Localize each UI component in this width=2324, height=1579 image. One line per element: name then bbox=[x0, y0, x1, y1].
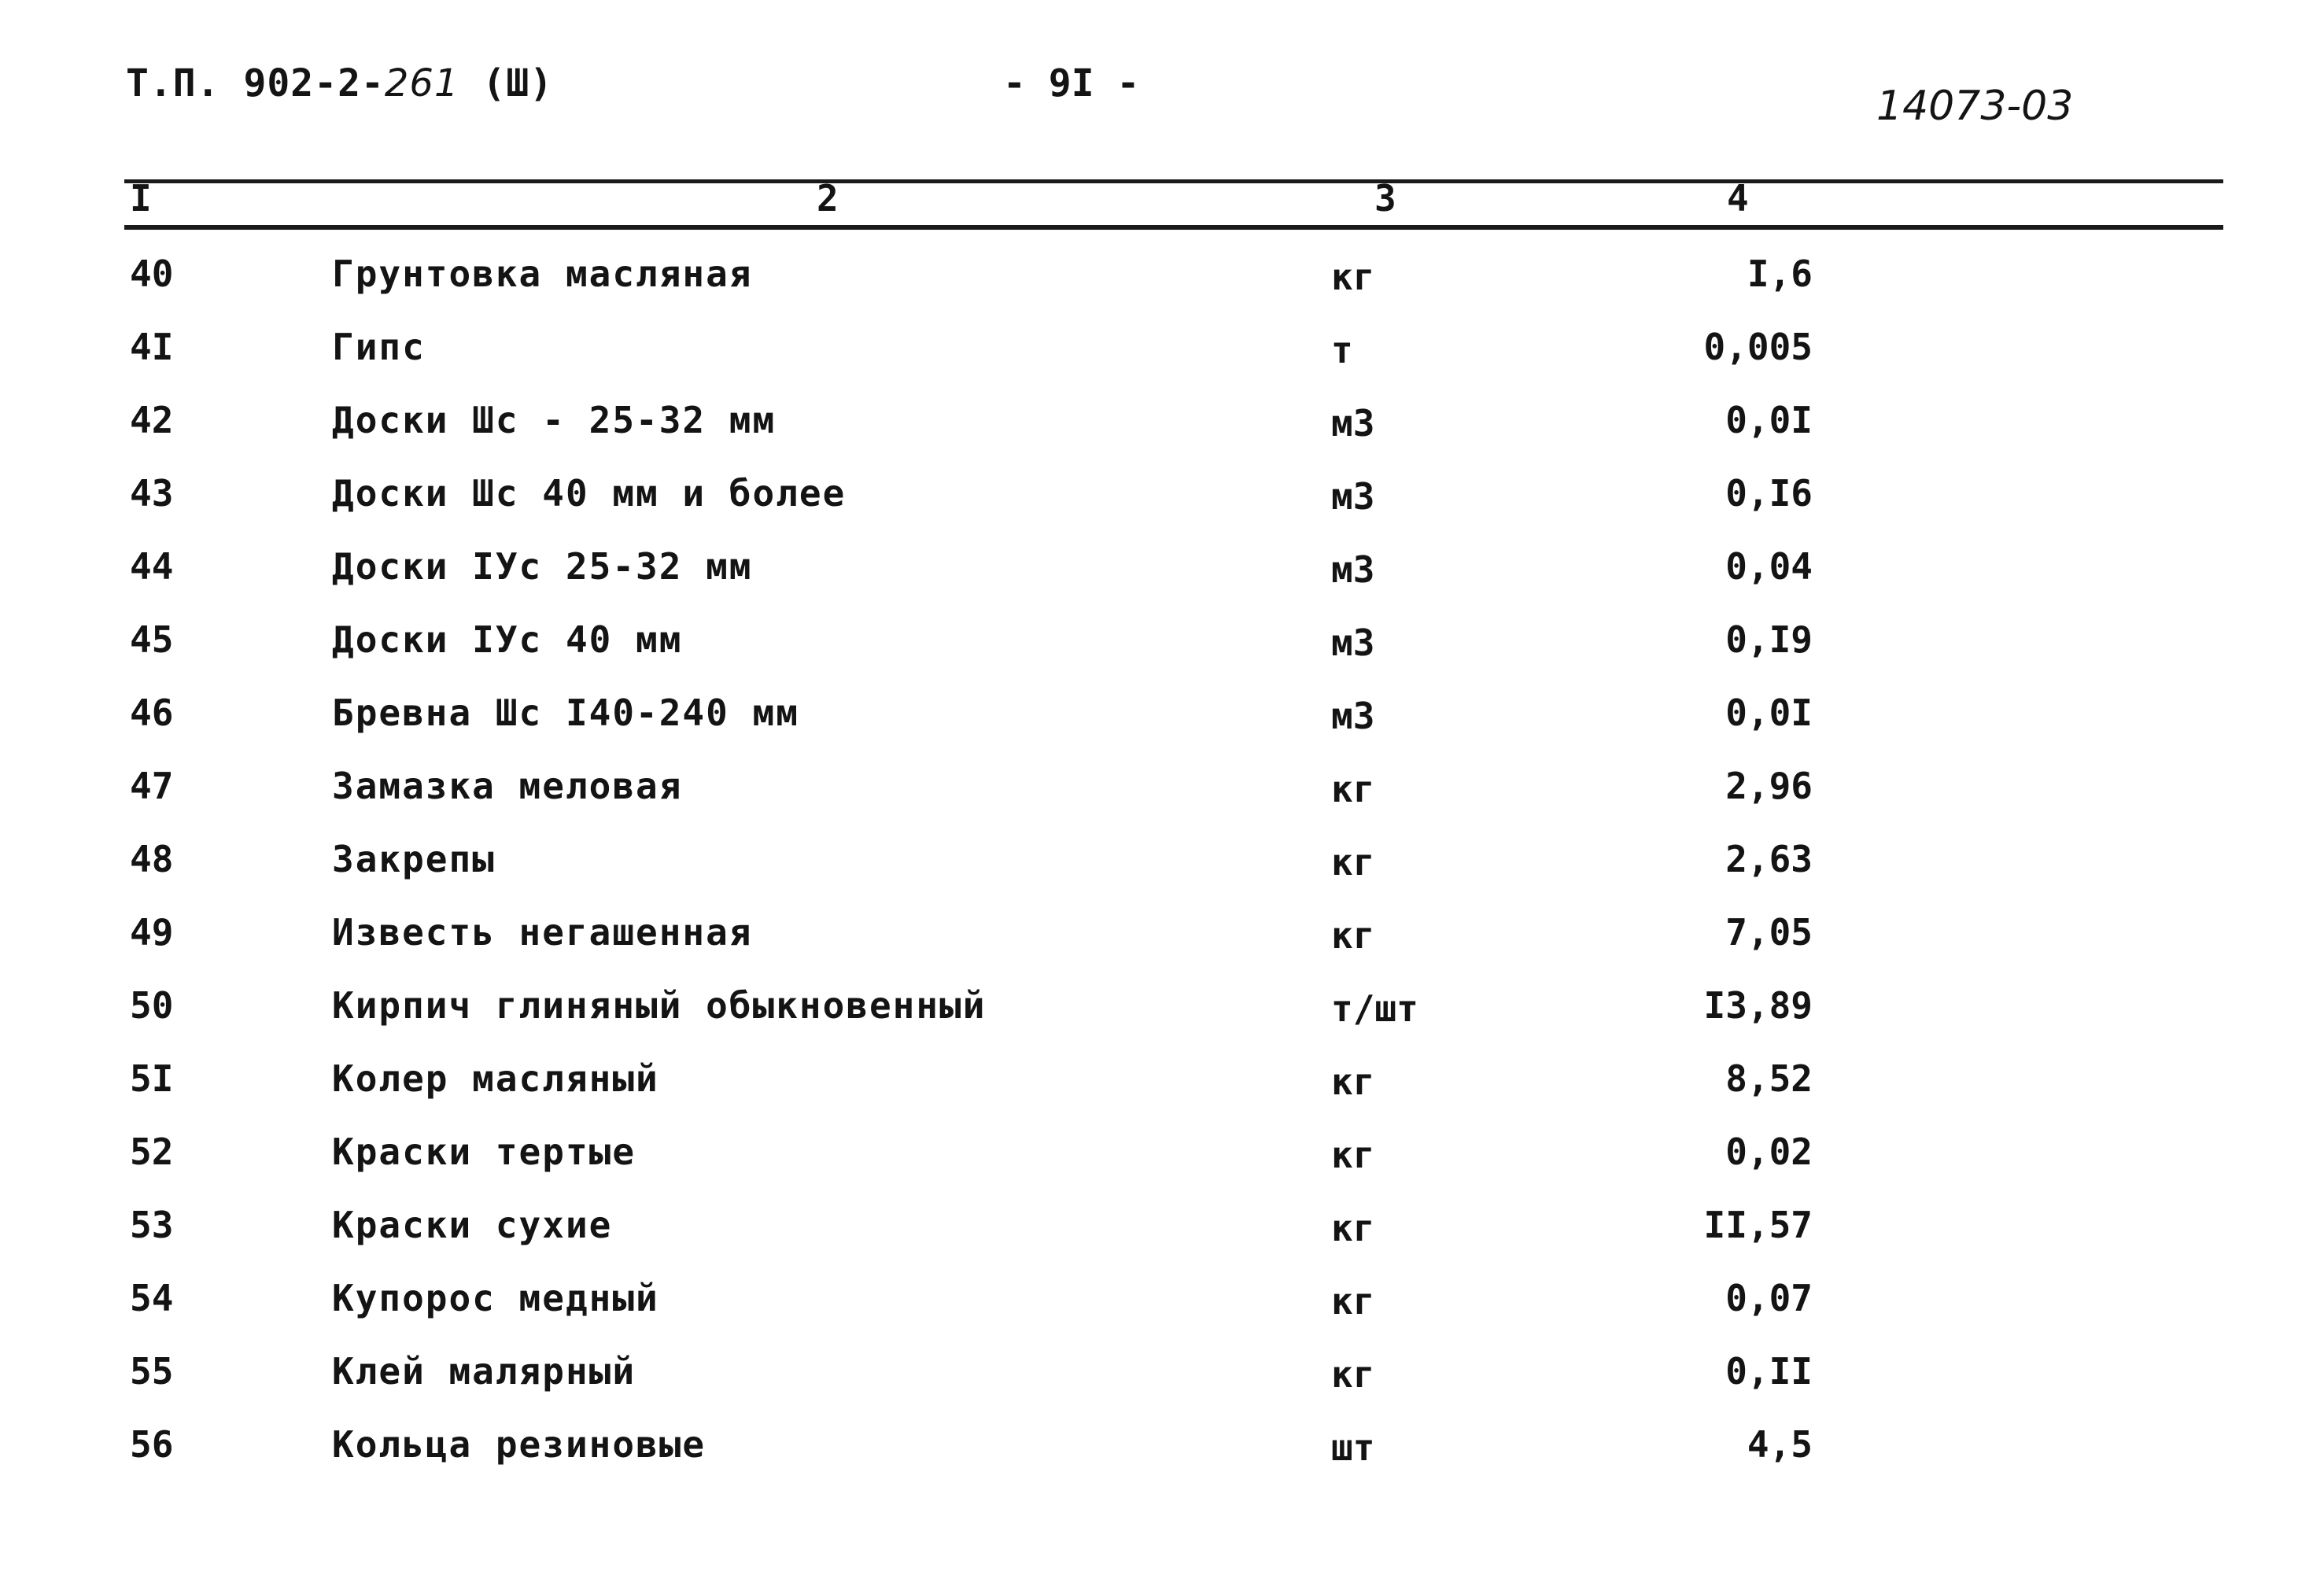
document-code-prefix: Т.П. 902-2- bbox=[126, 61, 385, 105]
quantity: 8,52 bbox=[1725, 1057, 1813, 1100]
materials-table-body bbox=[0, 250, 2324, 1494]
archive-number: 14073-03 bbox=[1876, 83, 2074, 130]
quantity: 0,II bbox=[1725, 1350, 1813, 1393]
unit: кг bbox=[1331, 1353, 1375, 1396]
row-number: 42 bbox=[130, 399, 174, 441]
unit: м3 bbox=[1331, 622, 1375, 664]
unit: кг bbox=[1331, 1061, 1375, 1103]
table-row bbox=[0, 250, 2324, 323]
quantity: 0,02 bbox=[1725, 1131, 1813, 1173]
column-number-3: 3 bbox=[1374, 177, 1396, 220]
quantity: 0,005 bbox=[1703, 326, 1813, 368]
quantity: 2,96 bbox=[1725, 765, 1813, 807]
unit: м3 bbox=[1331, 402, 1375, 445]
row-number: 48 bbox=[130, 838, 174, 880]
quantity: 4,5 bbox=[1747, 1423, 1813, 1466]
quantity: 0,07 bbox=[1725, 1277, 1813, 1319]
column-number-1: I bbox=[130, 177, 152, 220]
material-name: Доски Шс - 25-32 мм bbox=[332, 399, 777, 441]
material-name: Доски Шс 40 мм и более bbox=[332, 472, 847, 515]
row-number: 40 bbox=[130, 253, 174, 295]
row-number: 56 bbox=[130, 1423, 174, 1466]
table-row bbox=[0, 1348, 2324, 1421]
material-name: Купорос медный bbox=[332, 1277, 659, 1319]
material-name: Клей малярный bbox=[332, 1350, 636, 1393]
unit: кг bbox=[1331, 841, 1375, 884]
quantity: 2,63 bbox=[1725, 838, 1813, 880]
row-number: 45 bbox=[130, 618, 174, 661]
column-number-4: 4 bbox=[1727, 177, 1749, 220]
table-row bbox=[0, 836, 2324, 909]
table-row bbox=[0, 616, 2324, 689]
table-row bbox=[0, 909, 2324, 982]
unit: м3 bbox=[1331, 695, 1375, 737]
table-row bbox=[0, 543, 2324, 616]
quantity: II,57 bbox=[1703, 1204, 1813, 1246]
row-number: 49 bbox=[130, 911, 174, 954]
table-row bbox=[0, 1275, 2324, 1348]
unit: кг bbox=[1331, 1207, 1375, 1249]
row-number: 54 bbox=[130, 1277, 174, 1319]
quantity: 0,04 bbox=[1725, 545, 1813, 588]
table-header-top-rule bbox=[124, 179, 2223, 183]
quantity: 7,05 bbox=[1725, 911, 1813, 954]
unit: кг bbox=[1331, 914, 1375, 957]
table-row bbox=[0, 1128, 2324, 1201]
quantity: 0,I9 bbox=[1725, 618, 1813, 661]
material-name: Закрепы bbox=[332, 838, 496, 880]
page-number: - 9I - bbox=[1003, 61, 1140, 105]
table-row bbox=[0, 397, 2324, 470]
row-number: 46 bbox=[130, 692, 174, 734]
material-name: Краски сухие bbox=[332, 1204, 613, 1246]
document-code bbox=[126, 61, 553, 105]
material-name: Кирпич глиняный обыкновенный bbox=[332, 984, 987, 1027]
material-name: Бревна Шс I40-240 мм bbox=[332, 692, 799, 734]
unit: т bbox=[1331, 329, 1353, 371]
document-code-handwritten: 261 bbox=[384, 61, 459, 105]
material-name: Кольца резиновые bbox=[332, 1423, 706, 1466]
document-code-suffix: (Ш) bbox=[459, 61, 554, 105]
material-name: Замазка меловая bbox=[332, 765, 683, 807]
quantity: I3,89 bbox=[1703, 984, 1813, 1027]
table-row bbox=[0, 1055, 2324, 1128]
row-number: 53 bbox=[130, 1204, 174, 1246]
row-number: 4I bbox=[130, 326, 174, 368]
quantity: 0,0I bbox=[1725, 692, 1813, 734]
table-row bbox=[0, 762, 2324, 836]
table-row bbox=[0, 1421, 2324, 1494]
table-row bbox=[0, 1201, 2324, 1275]
material-name: Доски IУс 25-32 мм bbox=[332, 545, 753, 588]
table-row bbox=[0, 470, 2324, 543]
material-name: Колер масляный bbox=[332, 1057, 659, 1100]
unit: т/шт bbox=[1331, 987, 1418, 1030]
material-name: Гипс bbox=[332, 326, 426, 368]
material-name: Известь негашенная bbox=[332, 911, 753, 954]
unit: шт bbox=[1331, 1426, 1375, 1469]
unit: кг bbox=[1331, 256, 1375, 298]
column-number-2: 2 bbox=[817, 177, 839, 220]
row-number: 47 bbox=[130, 765, 174, 807]
table-row bbox=[0, 323, 2324, 397]
quantity: 0,0I bbox=[1725, 399, 1813, 441]
quantity: 0,I6 bbox=[1725, 472, 1813, 515]
row-number: 52 bbox=[130, 1131, 174, 1173]
row-number: 5I bbox=[130, 1057, 174, 1100]
row-number: 43 bbox=[130, 472, 174, 515]
unit: кг bbox=[1331, 768, 1375, 810]
unit: кг bbox=[1331, 1280, 1375, 1323]
material-name: Грунтовка масляная bbox=[332, 253, 753, 295]
row-number: 55 bbox=[130, 1350, 174, 1393]
table-row bbox=[0, 689, 2324, 762]
unit: м3 bbox=[1331, 475, 1375, 518]
material-name: Краски тертые bbox=[332, 1131, 636, 1173]
quantity: I,6 bbox=[1747, 253, 1813, 295]
unit: м3 bbox=[1331, 548, 1375, 591]
material-name: Доски IУс 40 мм bbox=[332, 618, 683, 661]
row-number: 50 bbox=[130, 984, 174, 1027]
unit: кг bbox=[1331, 1134, 1375, 1176]
row-number: 44 bbox=[130, 545, 174, 588]
table-header-bottom-rule bbox=[124, 225, 2223, 230]
table-row bbox=[0, 982, 2324, 1055]
